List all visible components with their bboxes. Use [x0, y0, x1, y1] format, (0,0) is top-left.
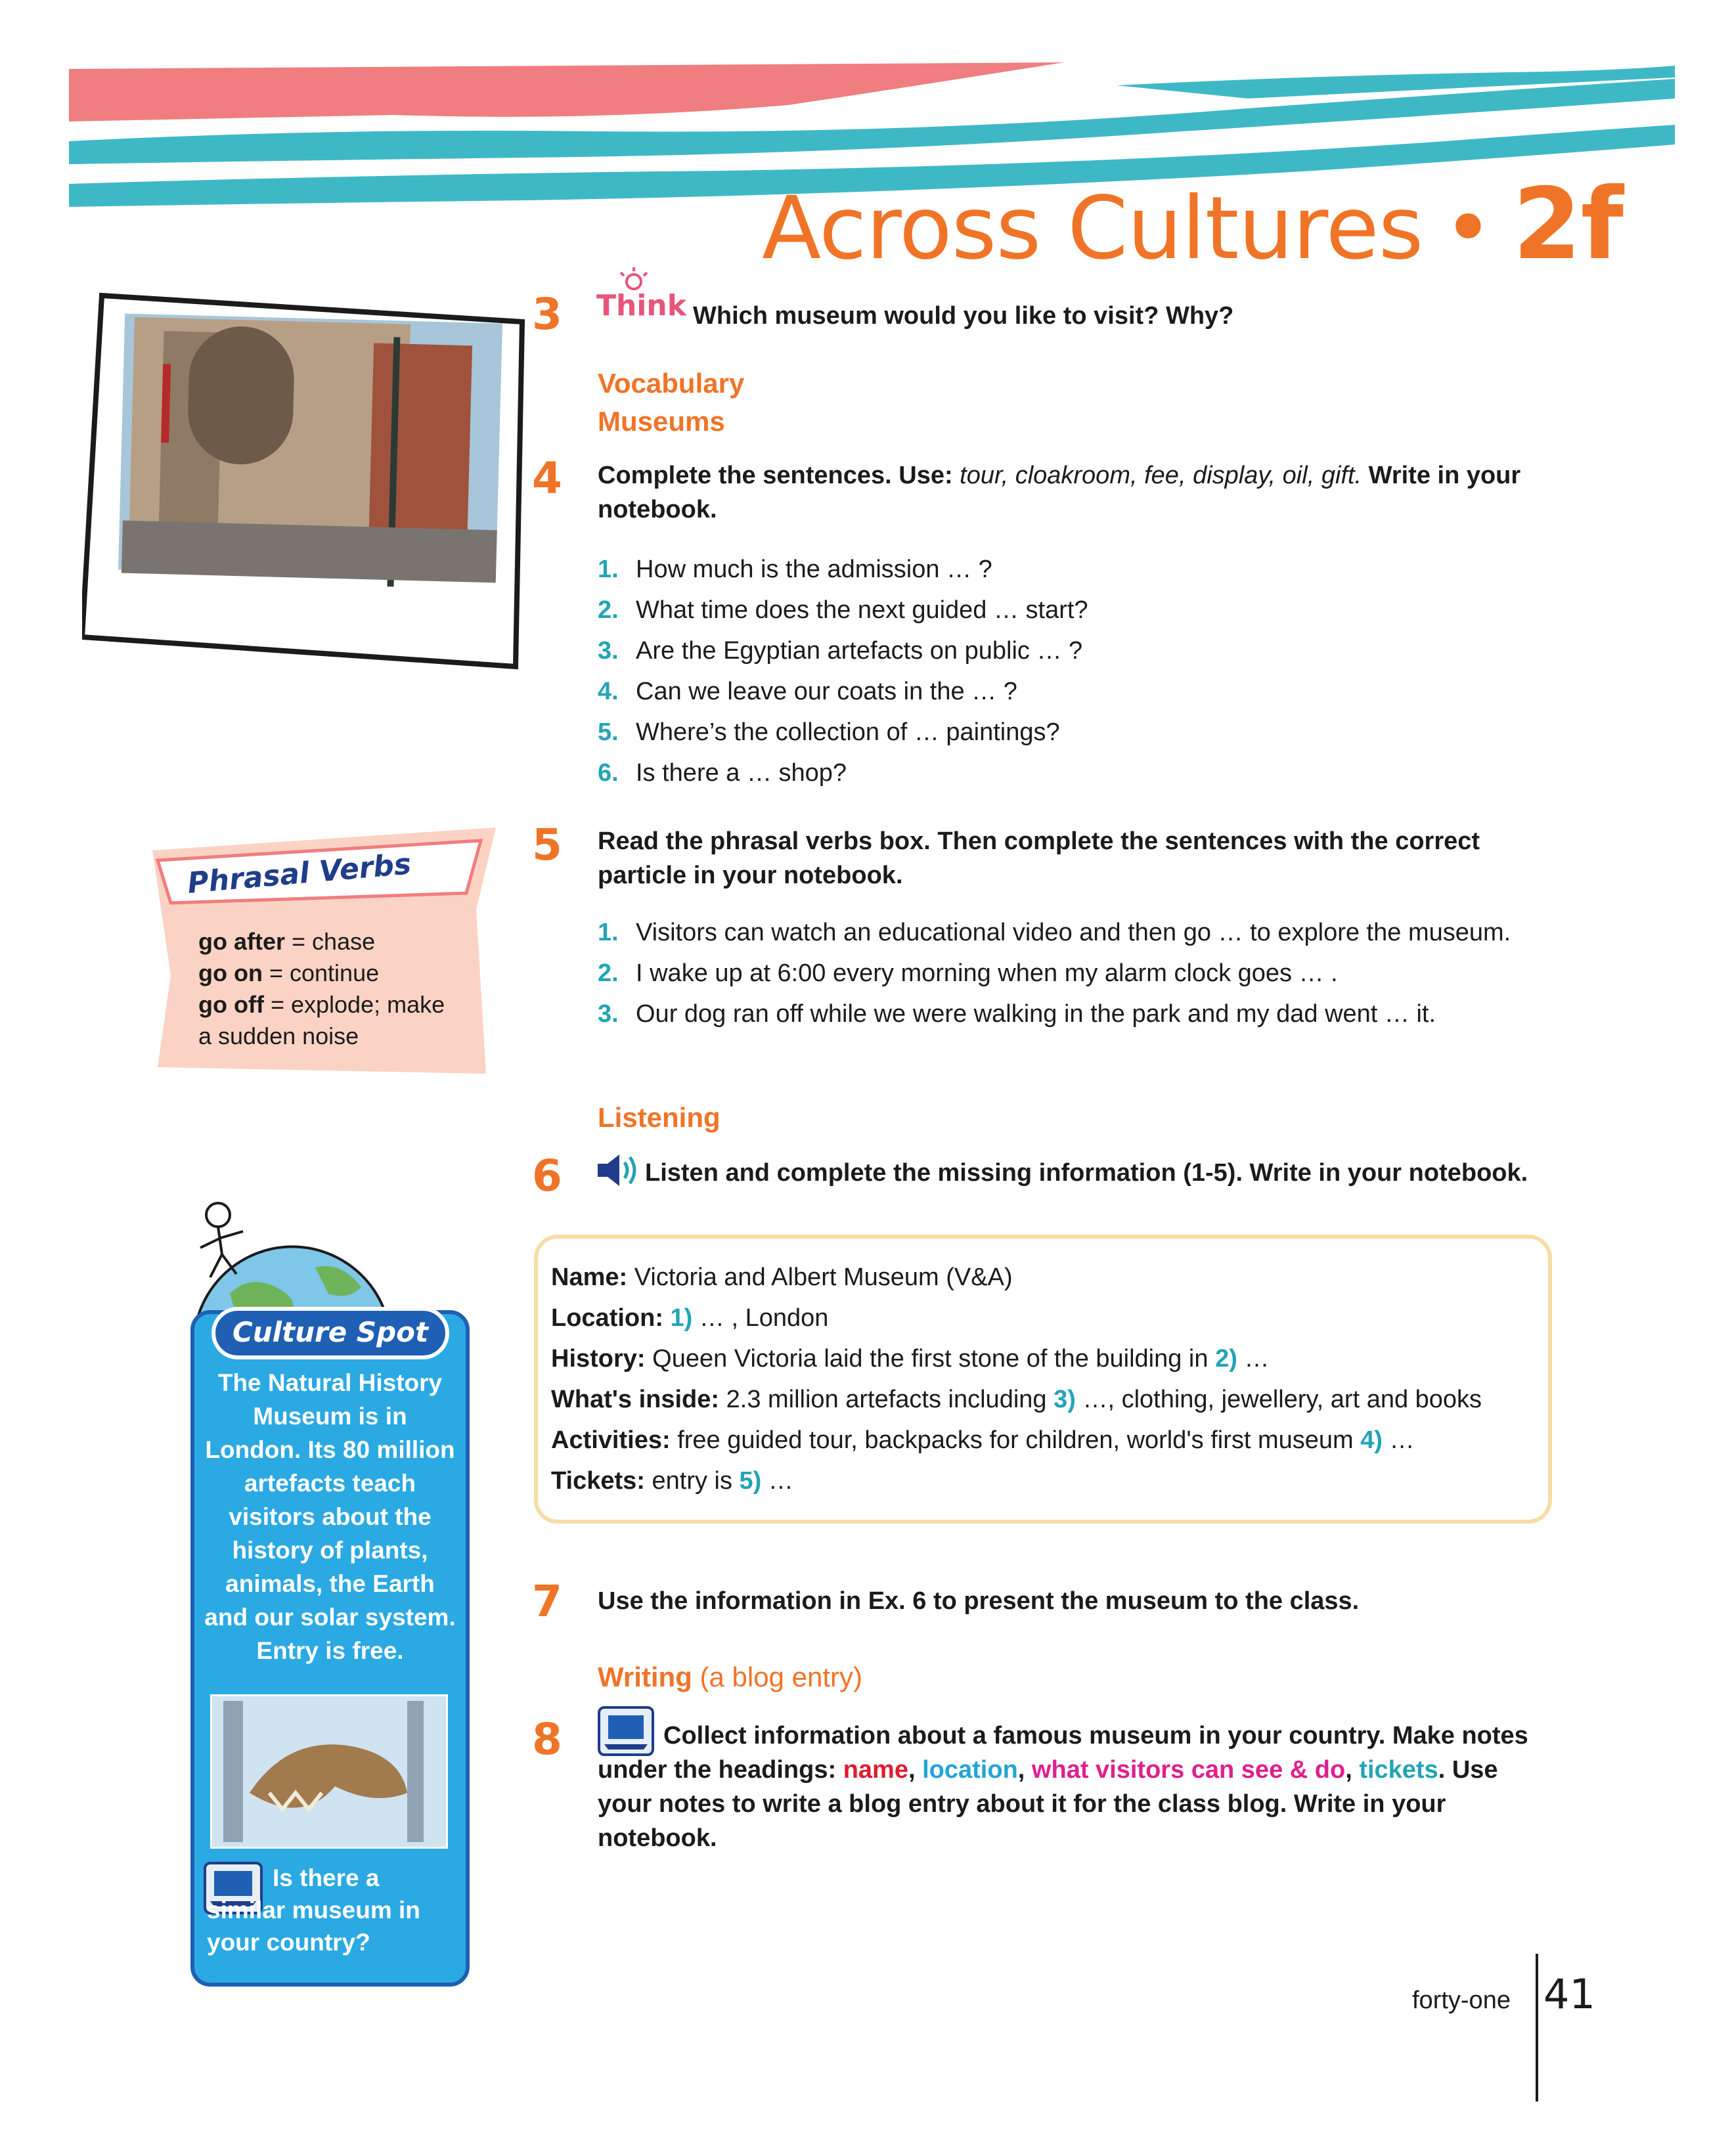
writing-heading: Writing (a blog entry): [598, 1661, 862, 1692]
page-title: Across Cultures • 2f: [762, 167, 1623, 282]
culture-spot-question: Is there a similar museum in your country?: [207, 1864, 420, 1956]
phrasal-verb-meaning: = explode; make: [270, 991, 445, 1018]
item-number: 4.: [598, 678, 619, 705]
think-label: Think: [596, 289, 687, 322]
list-item: [598, 630, 1543, 671]
list-item: [598, 671, 1543, 712]
exercise-5-number: 5: [532, 820, 562, 870]
culture-spot-text: The Natural History Museum is in London. Its 80 million artefacts teach visitors about the history of plants, animals, the Earth and our solar system. Entry is free.: [204, 1369, 456, 1664]
item-number: 3.: [598, 637, 619, 665]
exercise-7-instruction: Use the information in Ex. 6 to present the museum to the class.: [598, 1587, 1360, 1615]
phrasal-verb-entry: [198, 926, 487, 957]
phrasal-verb: go on: [198, 959, 263, 986]
vocab-word: tour: [960, 462, 1002, 489]
page-number-divider: [1536, 1954, 1538, 2101]
item-number: 3.: [598, 1000, 619, 1028]
phrasal-verb-entry: [198, 957, 487, 989]
vocab-word: cloakroom: [1015, 462, 1130, 489]
phrasal-verbs-title: Phrasal Verbs: [186, 847, 412, 900]
phrasal-verb-entry: [198, 1021, 487, 1052]
vocab-word: oil: [1282, 462, 1308, 489]
list-item: [598, 916, 1543, 949]
exercise-4-instruction: Complete the sentences. Use: tour, cloakroom, fee, display, oil, gift. Write in your notebook.: [598, 462, 1521, 523]
exercise-6-number: 6: [532, 1151, 562, 1201]
vocab-word: fee: [1144, 462, 1179, 489]
list-item: [598, 549, 1543, 590]
info-tickets-row: Tickets: entry is 5) …: [551, 1467, 793, 1495]
exercise-4-list: [598, 549, 1543, 793]
list-item: [598, 712, 1543, 753]
exercise-5-instruction: Read the phrasal verbs box. Then complete the sentences with the correct particle in your notebook.: [598, 827, 1480, 889]
info-history-row: History: Queen Victoria laid the first stone of the building in 2) …: [551, 1345, 1270, 1373]
item-number: 1.: [598, 556, 619, 583]
info-name-row: Name: Victoria and Albert Museum (V&A): [551, 1264, 1013, 1291]
exercise-8-number: 8: [532, 1714, 562, 1765]
museum-photo: [82, 289, 529, 670]
item-number: 5.: [598, 718, 619, 746]
exercise-8-instruction: Collect information about a famous museum in your country. Make notes under the headings: name, location, what visitors can see & do, tickets. Use your notes to write a blog entry about it for the class blog. Write in your notebook.: [598, 1722, 1528, 1852]
heading-location: location: [922, 1756, 1018, 1784]
list-item: [598, 957, 1543, 990]
phrasal-verb: go off: [198, 991, 264, 1018]
globe-character-illustration: [190, 1195, 414, 1320]
item-text: What time does the next guided … start?: [636, 596, 1088, 624]
list-item: [598, 753, 1543, 793]
item-number: 2.: [598, 596, 619, 624]
phrasal-verb-meaning: a sudden noise: [198, 1023, 359, 1049]
exercise-3-number: 3: [532, 289, 562, 340]
exercise-7-number: 7: [532, 1576, 562, 1627]
listening-heading: Listening: [598, 1102, 721, 1133]
phrasal-verb-meaning: = continue: [269, 959, 380, 986]
info-inside-row: What's inside: 2.3 million artefacts including 3) …, clothing, jewellery, art and books: [551, 1386, 1482, 1413]
item-text: Is there a … shop?: [636, 759, 847, 787]
page-number: 41: [1543, 1970, 1595, 2018]
exercise-6-instruction: Listen and complete the missing information (1-5). Write in your notebook.: [645, 1159, 1528, 1187]
vocabulary-heading: Vocabulary Museums: [598, 368, 745, 437]
heading-tickets: tickets: [1359, 1756, 1438, 1784]
item-text: Are the Egyptian artefacts on public … ?: [636, 637, 1083, 665]
vocab-word: gift: [1321, 462, 1355, 489]
list-item: [598, 998, 1543, 1030]
exercise-3-instruction: Which museum would you like to visit? Why?: [693, 302, 1234, 330]
item-text: Can we leave our coats in the … ?: [636, 678, 1017, 705]
item-number: 2.: [598, 959, 619, 987]
item-text: I wake up at 6:00 every morning when my alarm clock goes … .: [636, 959, 1338, 987]
item-number: 6.: [598, 759, 619, 787]
culture-spot-label: Culture Spot: [211, 1307, 449, 1359]
heading-name: name: [843, 1756, 908, 1784]
exercise-4-number: 4: [532, 453, 562, 504]
list-item: [598, 590, 1543, 630]
info-location-row: Location: 1) … , London: [551, 1304, 829, 1332]
page-number-word: forty-one: [1412, 1987, 1511, 2014]
info-activities-row: Activities: free guided tour, backpacks for children, world's first museum 4) …: [551, 1426, 1415, 1454]
item-number: 1.: [598, 919, 619, 946]
item-text: How much is the admission … ?: [636, 556, 992, 583]
dinosaur-skeleton-photo: [210, 1694, 448, 1849]
vocab-word: display: [1193, 462, 1269, 489]
phrasal-verb-meaning: = chase: [292, 928, 376, 955]
museum-info-box: [534, 1235, 1552, 1524]
phrasal-verb: go after: [198, 928, 286, 955]
item-text: Where’s the collection of … paintings?: [636, 718, 1060, 746]
item-text: Our dog ran off while we were walking in the park and my dad went … it.: [636, 1000, 1436, 1028]
audio-speaker-icon[interactable]: [594, 1151, 640, 1190]
phrasal-verb-entry: [198, 989, 487, 1021]
exercise-5-list: [598, 916, 1543, 1038]
heading-see-do: what visitors can see & do: [1031, 1756, 1346, 1784]
phrasal-verbs-list: [198, 926, 487, 1052]
item-text: Visitors can watch an educational video and then go … to explore the museum.: [636, 919, 1511, 946]
exercise-4-word-list: tour, cloakroom, fee, display, oil, gift.: [960, 462, 1362, 489]
